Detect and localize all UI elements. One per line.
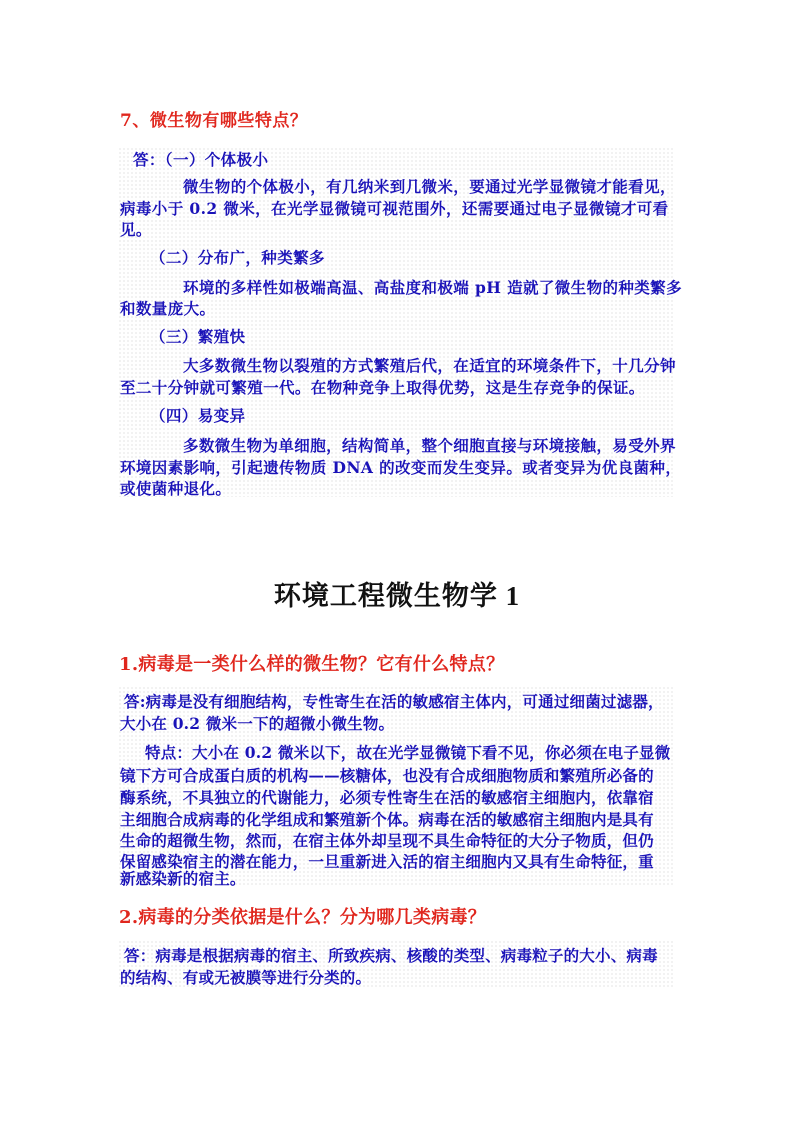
question-7-heading: 7、微生物有哪些特点？ xyxy=(120,111,308,131)
answer-7-line: 至二十分钟就可繁殖一代。在物种竞争上取得优势，这是生存竞争的保证。 xyxy=(120,378,645,397)
answer-1-line: 答:病毒是没有细胞结构，专性寄生在活的敏感宿主体内，可通过细菌过滤器， xyxy=(124,692,664,711)
answer-7-line: 环境因素影响，引起遗传物质 DNA 的改变而发生变异。或者变异为优良菌种， xyxy=(120,458,682,477)
answer-1-line: 镜下方可合成蛋白质的机构——核糖体，也没有合成细胞物质和繁殖所必备的 xyxy=(120,766,654,785)
answer-1-line: 保留感染宿主的潜在能力，一旦重新进入活的宿主细胞内又具有生命特征，重 xyxy=(120,852,654,871)
answer-7-subheading: （二）分布广，种类繁多 xyxy=(150,248,325,267)
answer-1-line: 酶系统，不具独立的代谢能力，必须专性寄生在活的敏感宿主细胞内，依靠宿 xyxy=(120,788,654,807)
answer-1-line: 主细胞合成病毒的化学组成和繁殖新个体。病毒在活的敏感宿主细胞内是具有 xyxy=(120,810,654,829)
answer-7-subheading: （四）易变异 xyxy=(150,406,246,425)
answer-7-line: 病毒小于 0.2 微米，在光学显微镜可视范围外，还需要通过电子显微镜才可看 xyxy=(120,199,669,218)
answer-1-line: 特点：大小在 0.2 微米以下，故在光学显微镜下看不见，你必须在电子显微 xyxy=(145,743,671,762)
answer-7-subheading: （三）繁殖快 xyxy=(150,327,246,346)
document-title: 环境工程微生物学 1 xyxy=(273,581,521,611)
answer-2-line: 答：病毒是根据病毒的宿主、所致疾病、核酸的类型、病毒粒子的大小、病毒 xyxy=(124,946,658,965)
answer-7-line: 见。 xyxy=(120,220,152,239)
answer-1-line: 新感染新的宿主。 xyxy=(120,869,246,888)
answer-2-line: 的结构、有或无被膜等进行分类的。 xyxy=(120,968,372,987)
answer-1-line: 生命的超微生物，然而，在宿主体外却呈现不具生命特征的大分子物质，但仍 xyxy=(120,831,654,850)
question-2-heading: 2.病毒的分类依据是什么？分为哪几类病毒？ xyxy=(119,907,487,928)
answer-7-line: 或使菌种退化。 xyxy=(120,479,232,498)
answer-1-line: 大小在 0.2 微米一下的超微小微生物。 xyxy=(120,714,395,733)
question-1-heading: 1.病毒是一类什么样的微生物？它有什么特点？ xyxy=(119,654,505,675)
answer-7-line: 和数量庞大。 xyxy=(120,299,216,318)
answer-7-line: 多数微生物为单细胞，结构简单，整个细胞直接与环境接触，易受外界 xyxy=(183,436,676,455)
answer-7-line: 微生物的个体极小，有几纳米到几微米，要通过光学显微镜才能看见， xyxy=(183,177,676,196)
answer-7-line: 环境的多样性如极端高温、高盐度和极端 pH 造就了微生物的种类繁多 xyxy=(183,278,682,297)
answer-7-line: 答：（一）个体极小 xyxy=(133,150,269,169)
answer-7-line: 大多数微生物以裂殖的方式繁殖后代，在适宜的环境条件下，十几分钟 xyxy=(183,356,676,375)
